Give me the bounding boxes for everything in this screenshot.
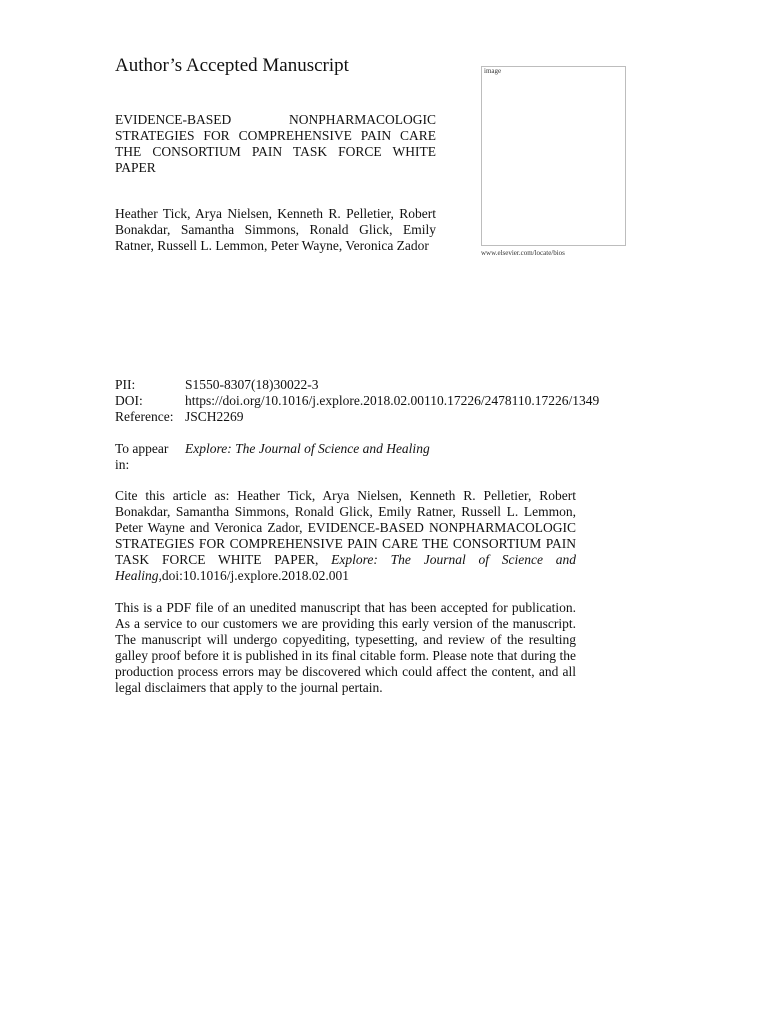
journal-cover-image: [481, 66, 626, 246]
article-title: EVIDENCE-BASED NONPHARMACOLOGIC STRATEGIES FOR COMPREHENSIVE PAIN CARE THE CONSORTIUM PAIN TASK FORCE WHITE PAPER: [115, 112, 436, 175]
journal-name: Explore: The Journal of Science and Healing: [185, 441, 430, 456]
doi-row: [115, 393, 599, 409]
citation-text: Cite this article as: Heather Tick, Arya Nielsen, Kenneth R. Pelletier, Robert Bonakdar, Samantha Simmons, Ronald Glick, Emily Ratner, Russell L. Lemmon, Peter Wayne and Veronica Zador, EVIDENCE-BASED NONPHARMACOLOGIC STRATEGIES FOR COMPREHENSIVE PAIN CARE THE CONSORTIUM PAIN TASK FORCE WHITE PAPER,: [115, 488, 576, 567]
doi-label: DOI:: [115, 393, 143, 408]
author-list: Heather Tick, Arya Nielsen, Kenneth R. Pelletier, Robert Bonakdar, Samantha Simmons, Ronald Glick, Emily Ratner, Russell L. Lemmon, Peter Wayne, Veronica Zador: [115, 206, 436, 253]
pii-label: PII:: [115, 377, 136, 392]
pii-row: [115, 377, 599, 393]
page-header-title: Author’s Accepted Manuscript: [115, 55, 349, 76]
journal-url[interactable]: www.elsevier.com/locate/bios: [481, 249, 565, 257]
citation-paragraph: [115, 488, 576, 584]
article-metadata: [115, 377, 599, 425]
reference-label: Reference:: [115, 409, 174, 424]
citation-doi: doi:10.1016/j.explore.2018.02.001: [161, 568, 349, 583]
to-appear-label: To appear in:: [115, 441, 169, 472]
citation-journal: Explore: The Journal of Science and Healing,: [115, 552, 576, 583]
reference-value: JSCH2269: [185, 409, 244, 424]
doi-link[interactable]: https://doi.org/10.1016/j.explore.2018.02.00110.17226/2478110.17226/1349: [185, 393, 600, 408]
to-appear-row: [115, 441, 430, 473]
reference-row: [115, 409, 599, 425]
manuscript-notice: This is a PDF file of an unedited manuscript that has been accepted for publication. As a service to our customers we are providing this early version of the manuscript. The manuscript will undergo copyediting, typesetting, and review of the resulting galley proof before it is published in its final citable form. Please note that during the production process errors may be discovered which could affect the content, and all legal disclaimers that apply to the journal pertain.: [115, 600, 576, 695]
pii-value: S1550-8307(18)30022-3: [185, 377, 319, 392]
cover-image-label: image: [484, 67, 502, 75]
